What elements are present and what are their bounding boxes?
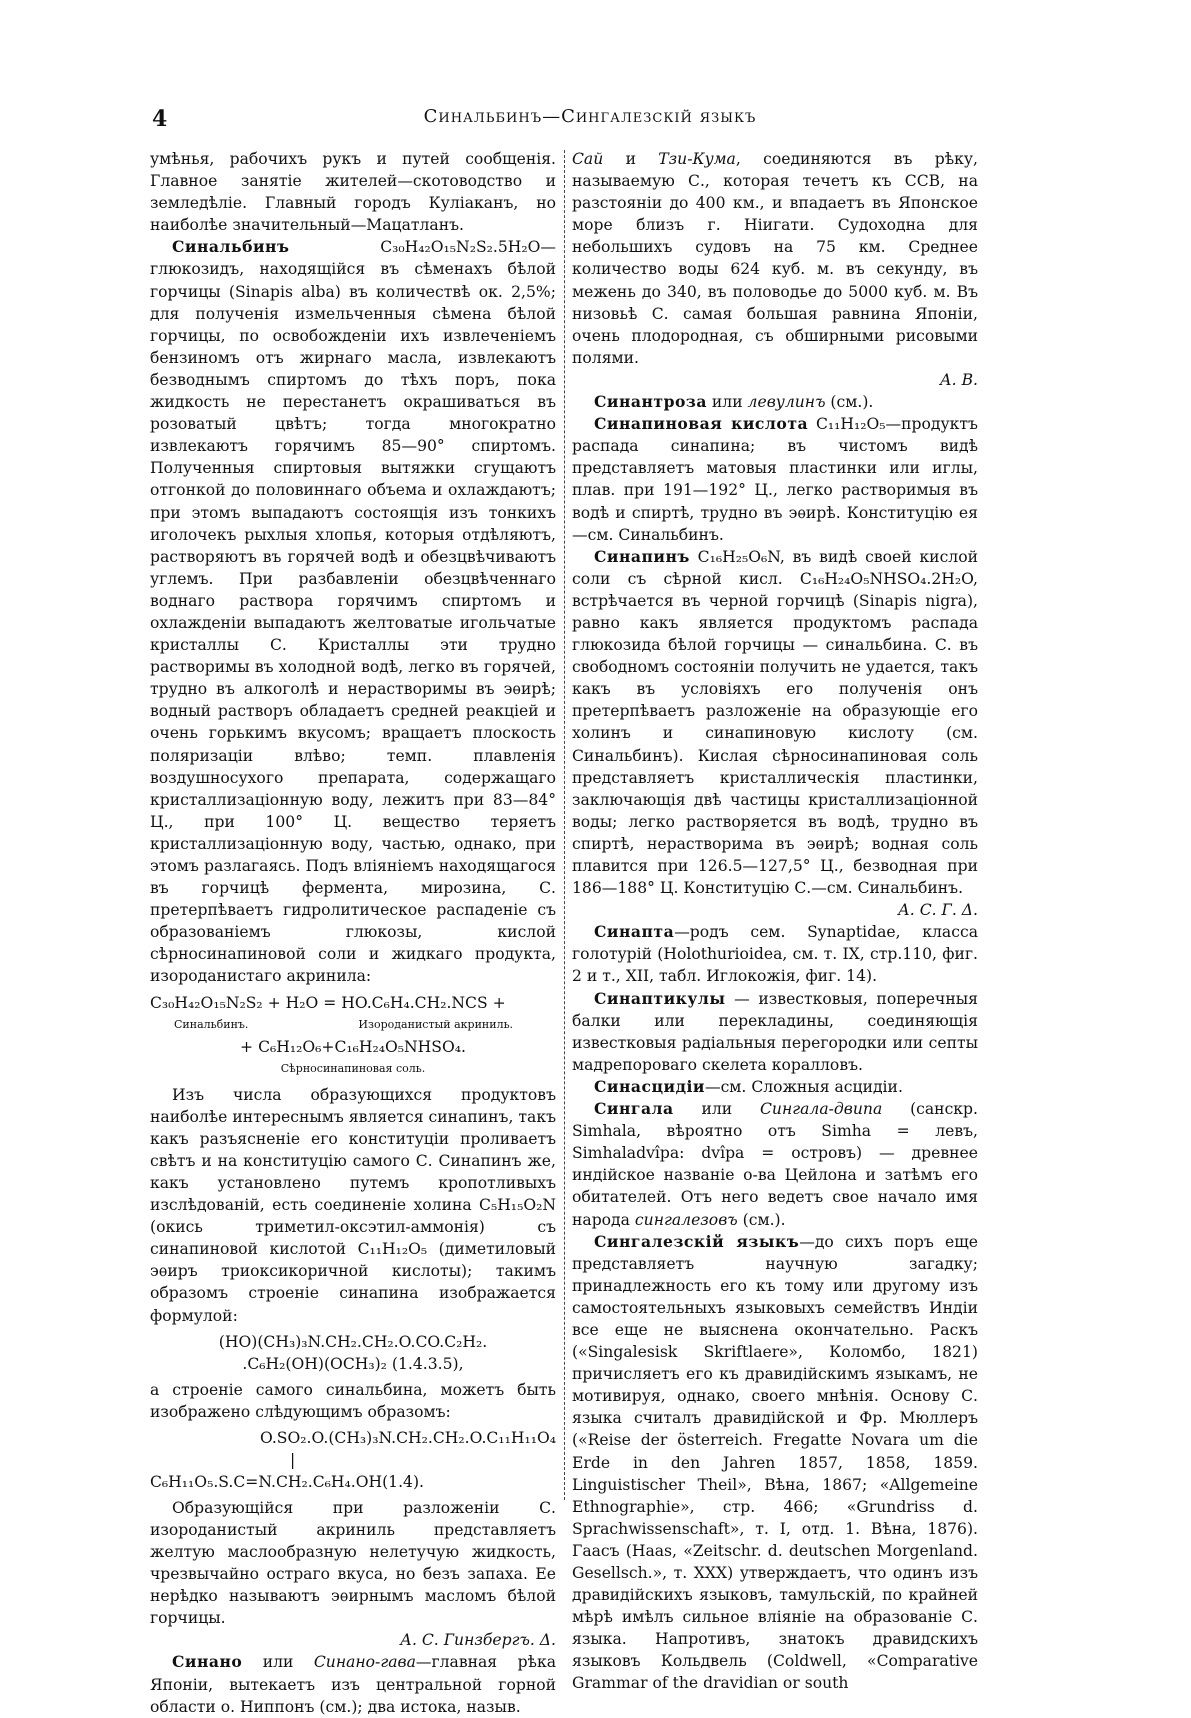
formula-line: C₃₀H₄₂O₁₅N₂S₂ + H₂O = HO.C₆H₄.CH₂.NCS + xyxy=(150,993,506,1012)
paragraph-acrinil: Образующійся при разложеніи С. изороданистый акриниль представляетъ желтую маслообразную нелетучую жидкость, чрезвычайно остраго вкуса, но безъ запаха. Ее нерѣдко называютъ эѳирнымъ масломъ бѣлой горчицы. xyxy=(150,1498,556,1628)
entry-sinapta xyxy=(572,921,978,987)
entry-sinascidii xyxy=(572,1076,978,1098)
paragraph-sinano-continued xyxy=(572,148,978,369)
author-signature: А. В. xyxy=(939,370,978,389)
entry-sinapin xyxy=(572,546,978,900)
entry-term: Синапинъ xyxy=(594,546,690,566)
formula-reaction xyxy=(150,992,556,1080)
entry-body: —см. Сложныя асцидіи. xyxy=(704,1077,903,1096)
entry-body: — известковыя, поперечныя балки или перекладины, соединяющія известковыя радіальныя перегородки или септы мадрепороваго скелета коралловъ. xyxy=(572,989,978,1074)
river-name: Тзи-Кума xyxy=(658,150,736,168)
entry-body: —до сихъ поръ еще представляетъ научную загадку; принадлежность его къ тому или другому изъ самостоятельныхъ языковыхъ семействъ Индіи все еще не выяснена окончательно. Раскъ («Singalesisk Skriftlaere», Коломбо, 1821) причисляетъ его къ дравидійскимъ языкамъ, не мотивируя, однако, своего мнѣнія. Основу С. языка считалъ дравидійской и Фр. Мюллеръ («Reise der österreich. Fregatte Novara um die Erde in den Jahren 1857, 1858, 1859. Linguistischer Theil», Вѣна, 1867; «Allgemeine Ethnographie», стр. 466; «Grundriss d. Sprachwissenschaft», т. I, отд. 1. Вѣна, 1876). Гаасъ (Haas, «Zeitschr. d. deutschen Morgenland. Gesellsch.», т. XXX) утверждаетъ, что одинъ изъ дравидійскихъ языковъ, тамульскій, по крайней мѣрѣ имѣлъ сильное вліяніе на образованіе С. языка. Напротивъ, знатокъ дравидскихъ языковъ Кольдвель (Coldwell, «Comparative Grammar of the dravidian or south xyxy=(572,1232,979,1693)
entry-connector: или xyxy=(242,1653,314,1672)
entry-body: (см.). xyxy=(825,393,874,412)
page-number: 4 xyxy=(152,106,168,132)
entry-body: (санскр. Simhala, вѣроятно отъ Simha = левъ, Simhaladvîpa: dvîpa = островъ) — древнее индійское названіе о-ва Цейлона и затѣмъ его обитателей. Отъ него ведетъ свое начало имя народа xyxy=(572,1100,978,1229)
entry-sinano xyxy=(150,1651,556,1717)
paragraph-structure: а строеніе самого синальбина, можетъ быть изображено слѣдующимъ образомъ: xyxy=(150,1380,556,1421)
entry-term: Синапта xyxy=(594,922,675,942)
paragraph-text: , соединяются въ рѣку, называемую С., которая течетъ къ ССВ, на разстояніи до 400 км., и впадаетъ въ Японское море близъ г. Ніигати. Судоходна для небольшихъ судовъ на 75 км. Среднее количество воды 624 куб. м. въ секунду, въ межень до 340, въ половодье до 5000 куб. м. Въ низовьѣ С. самая большая равнина Японіи, очень плодородная, съ обширными рисовыми полями. xyxy=(572,150,979,367)
entry-connector: или xyxy=(706,393,748,412)
entry-body: C₁₆H₂₅O₆N, въ видѣ своей кислой соли съ сѣрной кисл. C₁₆H₂₄O₅NHSO₄.2H₂O, встрѣчается въ черной горчицѣ (Sinapis nigra), равно какъ является продуктомъ распада глюкозида бѣлой горчицы — синальбина. С. въ свободномъ состояніи получить не удается, такъ какъ въ условіяхъ его полученія онъ претерпѣваетъ разложеніе на образующіе его холинъ и синапиновую кислоту (см. Синальбинъ). Кислая сѣрносинапиновая соль представляетъ кристаллическія пластинки, заключающія двѣ частицы кристаллизаціонной воды; легко растворяется въ водѣ, трудно въ спиртѣ, нерастворима въ эѳирѣ; водная соль плавится при 126.5—127,5° Ц., безводная при 186—188° Ц. Конституцію С.—см. Синальбинъ. xyxy=(572,547,978,898)
entry-body: —главная рѣка Японіи, вытекаетъ изъ центральной горной области о. Ниппонъ (см.); два истока, назыв. xyxy=(150,1653,556,1716)
entry-sinaptikuly xyxy=(572,988,978,1076)
author-signature: А. С. Гинзбергъ. Δ. xyxy=(400,1631,556,1650)
formula-bond: | xyxy=(290,1450,296,1469)
entry-body: C₁₁H₁₂O₅—продуктъ распада синапина; въ чистомъ видѣ представляетъ матовыя пластинки или иглы, плав. при 191—192° Ц., легко растворимыя въ водѣ и спиртѣ, трудно въ эѳирѣ. Конституцію ея—см. Синальбинъ. xyxy=(572,415,978,544)
entry-term: Синаптикулы xyxy=(594,988,726,1008)
formula-sinapin xyxy=(150,1331,556,1375)
formula-line: + C₆H₁₂O₆+C₁₆H₂₄O₅NHSO₄. xyxy=(240,1037,466,1056)
entry-sinapinovaya-kislota xyxy=(572,413,978,546)
river-name: Сай xyxy=(572,150,604,168)
formula-line: (HO)(CH₃)₃N.CH₂.CH₂.O.CO.C₂H₂. xyxy=(218,1332,488,1351)
formula-line: C₆H₁₁O₅.S.C=N.CH₂.C₆H₄.OH(1.4). xyxy=(150,1472,424,1491)
entry-alt-name: Сингала-двипа xyxy=(759,1100,883,1119)
entry-alt-name: левулинъ xyxy=(747,393,826,412)
formula-label: Изороданистый акриниль. xyxy=(358,1017,514,1031)
entry-sinantroza xyxy=(572,391,978,413)
paragraph-intro: умѣнья, рабочихъ рукъ и путей сообщенія. Главное занятіе жителей—скотоводство и земледѣліе. Главный городъ Куліаканъ, но наиболѣе значительный—Мацатланъ. xyxy=(150,150,556,235)
entry-alt-name: Синано-гава xyxy=(313,1653,416,1672)
entry-singalezskiy-yazyk xyxy=(572,1231,978,1695)
author-signature: А. С. Г. Δ. xyxy=(897,901,978,920)
formula-label: Сѣрносинапиновая соль. xyxy=(280,1061,426,1075)
connector: и xyxy=(603,150,659,168)
entry-term: Сингала xyxy=(594,1099,674,1119)
entry-crossref: сингалезовъ xyxy=(634,1210,738,1229)
entry-singala xyxy=(572,1098,978,1231)
formula-label: Синальбинъ. xyxy=(174,1017,249,1031)
entry-sinalbin xyxy=(150,236,556,987)
formula-sinalbin-structure xyxy=(150,1427,556,1493)
entry-body-end: (см.). xyxy=(737,1210,786,1229)
formula-line: O.SO₂.O.(CH₃)₃N.CH₂.CH₂.O.C₁₁H₁₁O₄ xyxy=(259,1428,556,1447)
running-header: Синальбинъ—Сингалезскій языкъ xyxy=(423,106,757,127)
entry-term: Синапиновая кислота xyxy=(594,414,809,434)
paragraph-sinapin: Изъ числа образующихся продуктовъ наиболѣе интереснымъ является синапинъ, такъ какъ разъясненіе его конституціи проливаетъ свѣтъ и на конституцію самого С. Синапинъ же, какъ установлено путемъ кропотливыхъ изслѣдованій, есть соединеніе холина C₅H₁₅O₂N (окись триметил-оксэтил-аммонія) съ синапиновой кислотой C₁₁H₁₂O₅ (диметиловый эѳиръ триоксикоричной кислоты); такимъ образомъ строеніе синапина изображается формулой: xyxy=(150,1085,556,1325)
entry-term: Синантроза xyxy=(594,392,707,412)
entry-term: Синасцидіи xyxy=(594,1076,705,1096)
entry-term: Синано xyxy=(172,1652,243,1672)
formula-labels xyxy=(174,1014,556,1036)
formula-line: .C₆H₂(OH)(OCH₃)₂ (1.4.3.5), xyxy=(242,1354,464,1373)
entry-body: —родъ сем. Synaptidae, класса голотурій (Holothurioidea, см. т. IX, стр.110, фиг. 2 и т., XII, табл. Иглокожія, фиг. 14). xyxy=(572,923,978,986)
entry-connector: или xyxy=(673,1100,760,1119)
entry-term: Синальбинъ xyxy=(172,237,290,257)
left-column xyxy=(150,148,556,1716)
right-column xyxy=(572,148,979,1693)
entry-term: Сингалезскій языкъ xyxy=(594,1231,800,1251)
entry-body: C₃₀H₄₂O₁₅N₂S₂.5H₂O—глюкозидъ, находящійся въ сѣменахъ бѣлой горчицы (Sinapis alba) въ количествѣ ок. 2,5%; для полученія измельченныя сѣмена бѣлой горчицы, по освобожденіи ихъ извлеченіемъ бензиномъ отъ жирнаго масла, извлекаютъ безводнымъ спиртомъ до тѣхъ поръ, пока жидкость не перестанетъ окрашиваться въ розоватый цвѣтъ; тогда многократно извлекаютъ горячимъ 85—90° спиртомъ. Полученныя спиртовыя вытяжки сгущаютъ отгонкой до половиннаго объема и охлаждаютъ; при этомъ выпадаютъ состоящія изъ тонкихъ иголочекъ рыхлыя хлопья, которыя отдѣляютъ, растворяютъ въ горячей водѣ и обезцвѣчиваютъ углемъ. При разбавленіи обезцвѣченнаго воднаго раствора горячимъ спиртомъ и охлажденіи выпадаютъ желтоватые игольчатые кристаллы С. Кристаллы эти трудно растворимы въ холодной водѣ, легко въ горячей, трудно въ алкоголѣ и нерастворимы въ эѳирѣ; водный растворъ обладаетъ средней реакціей и очень горькимъ вкусомъ; вращаетъ плоскость поляризаціи влѣво; темп. плавленія воздушносухого препарата, содержащаго кристаллизаціонную воду, лежитъ при 83—84° Ц., при 100° Ц. вещество теряетъ кристаллизаціонную воду, частью, однако, при этомъ разлагаясь. Подъ вліяніемъ находящагося въ горчицѣ фермента, мирозина, С. претерпѣваетъ гидролитическое распаденіе съ образованіемъ глюкозы, кислой сѣрносинапиновой соли и жидкаго продукта, изороданистаго акринила: xyxy=(150,238,556,986)
column-divider xyxy=(564,150,565,1500)
